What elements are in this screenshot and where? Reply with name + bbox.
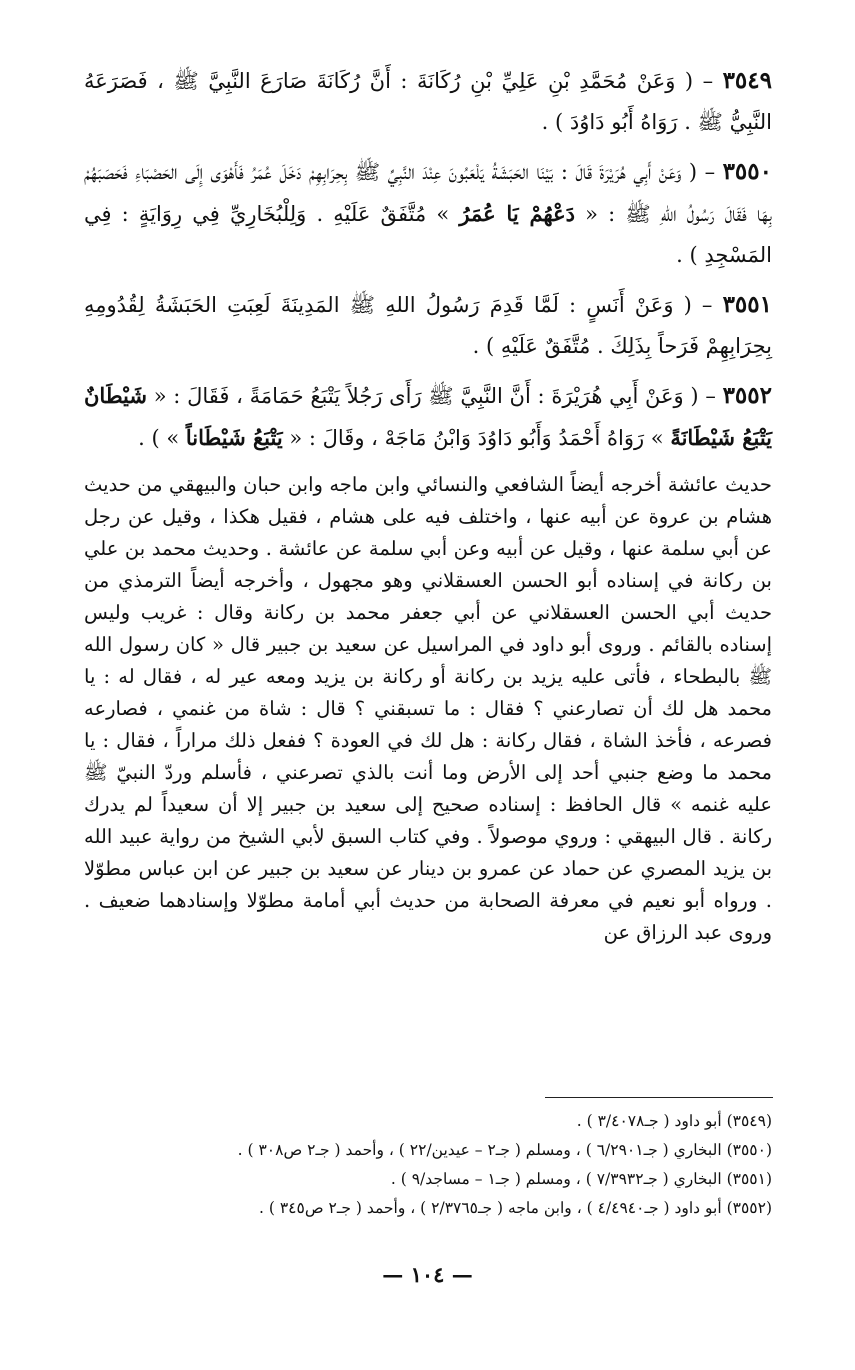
hadith-text: – ( وَعَنْ أَنَسٍ : لَمَّا قَدِمَ رَسُولُ اللهِ ﷺ المَدِينَةَ لَعِبَتِ الحَبَشَةُ لِقُدُومِهِ بِحِرَابِهِمْ فَرَحاً بِذَلِكَ . مُتَّفَقٌ عَلَيْهِ ) . bbox=[84, 293, 772, 358]
commentary-paragraph: حديث عائشة أخرجه أيضاً الشافعي والنسائي وابن ماجه وابن حبان والبيهقي من حديث هشام بن عروة عن أبيه عنها ، واختلف فيه على هشام ، فقيل هكذا ، وقيل عن رجل عن أبي سلمة عنها ، وقيل عن أبيه وعن أبي سلمة عن عائشة . وحديث محمد بن علي بن ركانة في إسناده أبو الحسن العسقلاني وهو مجهول ، وأخرجه أيضاً الترمذي من حديث أبي الحسن العسقلاني عن أبي جعفر محمد بن ركانة وقال : غريب وليس إسناده بالقائم . وروى أبو داود في المراسيل عن سعيد بن جبير قال « كان رسول الله ﷺ بالبطحاء ، فأتى عليه يزيد بن ركانة أو ركانة بن يزيد ومعه عير له ، فقال له : يا محمد هل لك أن تصارعني ؟ فقال : ما تسبقني ؟ قال : شاة من غنمي ، فصارعه فصرعه ، فأخذ الشاة ، فقال ركانة : هل لك في العودة ؟ ففعل ذلك مراراً ، فقال : يا محمد ما وضع جنبي أحد إلى الأرض وما أنت بالذي تصرعني ، فأسلم وردّ النبيّ ﷺ عليه غنمه » قال الحافظ : إسناده صحيح إلى سعيد بن جبير إلا أن سعيداً لم يدرك ركانة . قال البيهقي : وروي موصولاً . وفي كتاب السبق لأبي الشيخ من رواية عبيد الله بن يزيد المصري عن حماد عن عمرو بن دينار عن سعيد بن جبير عن ابن عباس مطوّلا . ورواه أبو نعيم في معرفة الصحابة من حديث أبي أمامة مطوّلا وإسنادهما ضعيف . وروى عبد الرزاق عن bbox=[84, 473, 772, 944]
hadith-text-middle: » رَوَاهُ أَحْمَدُ وَأَبُو دَاوُدَ وَابْنُ مَاجَهْ ، وقَالَ : « bbox=[289, 426, 664, 450]
hadith-text-end: » مُتَّفَقٌ عَلَيْهِ . وَلِلْبُخَارِيِّ فِي رِوَايَةٍ : فِي المَسْجِدِ ) . bbox=[84, 202, 772, 267]
hadith-quote-bold-2: يَتْبَعُ شَيْطَاناً bbox=[185, 425, 283, 450]
footnote-3552: (٣٥٥٢) أبو داود ( جـ٤/٤٩٤٠ ) ، وابن ماجه ( جـ٢/٣٧٦٥ ) ، وأحمد ( جـ٢ ص٣٤٥ ) . bbox=[259, 1199, 772, 1217]
hadith-number: ٣٥٤٩ bbox=[722, 67, 772, 94]
hadith-quote-bold: دَعْهُمْ يَا عُمَرُ bbox=[459, 201, 575, 226]
commentary bbox=[84, 469, 772, 949]
footnote-3549: (٣٥٤٩) أبو داود ( جـ٣/٤٠٧٨ ) . bbox=[576, 1112, 772, 1130]
hadith-3551 bbox=[84, 284, 772, 367]
footnote-3550: (٣٥٥٠) البخاري ( جـ٦/٢٩٠١ ) ، ومسلم ( جـ٢ – عيدين/٢٢ ) ، وأحمد ( جـ٢ ص٣٠٨ ) . bbox=[237, 1141, 772, 1159]
hadith-text-end: » ) . bbox=[138, 426, 180, 450]
footnote-3551: (٣٥٥١) البخاري ( جـ٧/٣٩٣٢ ) ، ومسلم ( جـ١ – مساجد/٩ ) . bbox=[390, 1170, 772, 1188]
page-body bbox=[84, 60, 772, 949]
hadith-number: ٣٥٥٢ bbox=[722, 382, 772, 409]
footnote-divider bbox=[545, 1097, 773, 1098]
hadith-3549 bbox=[84, 60, 772, 143]
page-number: — ١٠٤ — bbox=[382, 1262, 473, 1287]
hadith-text: – ( وَعَنْ مُحَمَّدِ بْنِ عَلِيِّ بْنِ رُكَانَةَ : أَنَّ رُكَانَةَ صَارَعَ النَّبِيَّ ﷺ ، فَصَرَعَهُ النَّبِيُّ ﷺ . رَوَاهُ أَبُو دَاوُدَ ) . bbox=[84, 69, 772, 134]
footnotes bbox=[84, 1107, 772, 1223]
hadith-text: – ( وَعَنْ أَبِي هُرَيْرَةَ قَالَ : بَيْنَا الحَبَشَةُ يَلْعَبُونَ عِنْدَ النَّبِيِّ ﷺ بِحِرَابِهِمْ دَخَلَ عُمَرُ فَأَهْوَى إِلَى الحَصْبَاءِ فَحَصَبَهُمْ بِهَا فَقَالَ رَسُولُ اللهِ ﷺ : « bbox=[84, 160, 772, 226]
hadith-quote-bold: شَيْطَانٌ يَتْبَعُ شَيْطَانَةً bbox=[84, 383, 772, 450]
hadith-number: ٣٥٥١ bbox=[722, 291, 772, 318]
hadith-number: ٣٥٥٠ bbox=[722, 158, 772, 185]
hadith-text: – ( وَعَنْ أَبِي هُرَيْرَةَ : أَنَّ النَّبِيَّ ﷺ رَأَى رَجُلاً يَتْبَعُ حَمَامَةً ، فَقَالَ : « bbox=[153, 384, 716, 408]
hadith-3552 bbox=[84, 375, 772, 459]
hadith-3550 bbox=[84, 151, 772, 276]
